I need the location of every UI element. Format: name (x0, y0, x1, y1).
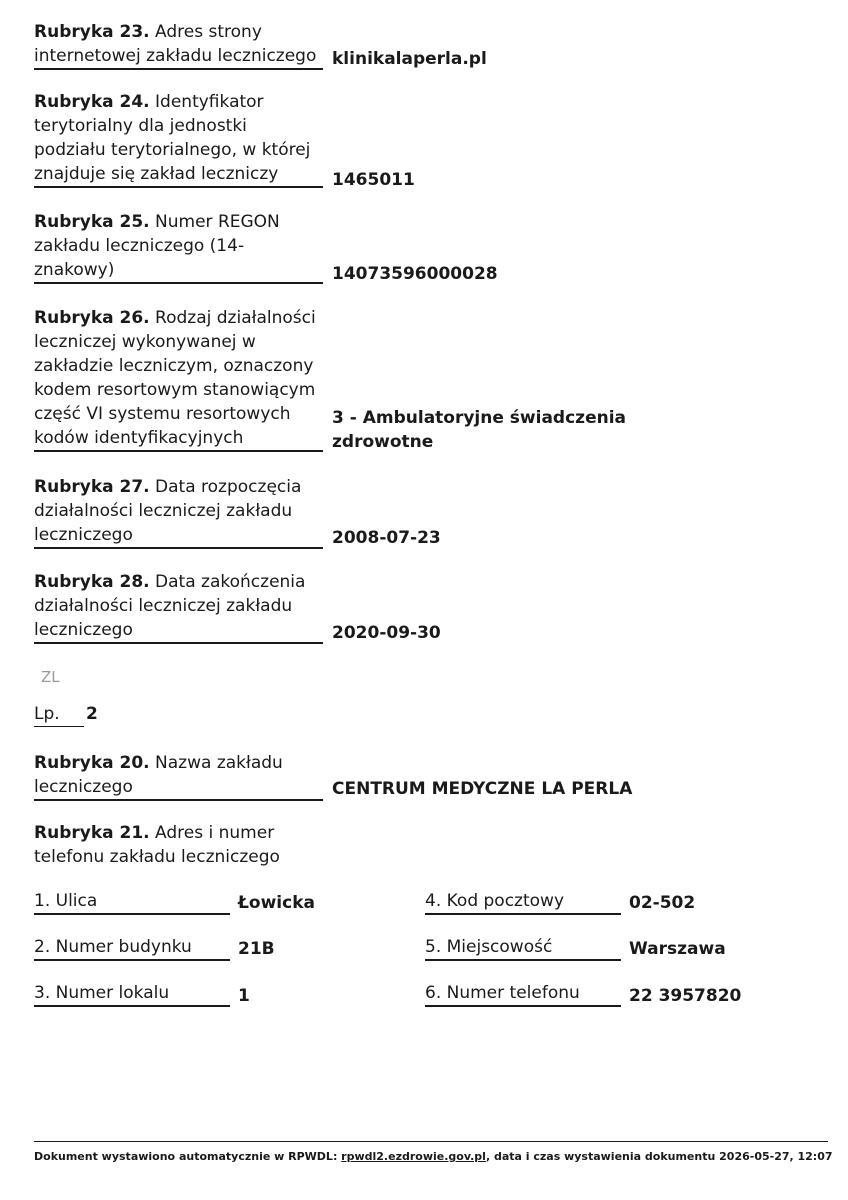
field-value: 3 - Ambulatoryjne świadczenia zdrowotne (332, 408, 627, 452)
postal-code-label: 4. Kod pocztowy (425, 889, 621, 915)
field-label-text: Nazwa zakładu leczniczego (34, 753, 283, 797)
city-value: Warszawa (629, 939, 726, 959)
field-value: 2020-09-30 (332, 623, 441, 643)
section-tag: ZL (41, 668, 60, 686)
footer-suffix: , data i czas wystawienia dokumentu 2026-05-27, 12:07 (485, 1150, 833, 1163)
field-label (34, 475, 323, 549)
field-value: 2008-07-23 (332, 528, 441, 548)
footer-link[interactable]: rpwdl2.ezdrowie.gov.pl (341, 1150, 486, 1163)
field-number: Rubryka 27. (34, 477, 150, 497)
lp-label: Lp. (34, 702, 84, 727)
building-number-label: 2. Numer budynku (34, 935, 230, 961)
field-value: 14073596000028 (332, 264, 498, 284)
field-rubryka-25 (34, 210, 498, 284)
field-label (34, 306, 323, 452)
lp-row (34, 702, 98, 727)
field-value: klinikalaperla.pl (332, 49, 487, 69)
field-number: Rubryka 28. (34, 572, 150, 592)
field-value: 1465011 (332, 170, 415, 190)
field-number: Rubryka 21. (34, 823, 150, 843)
field-rubryka-21 (34, 821, 323, 869)
field-label-text: Rodzaj działalności leczniczej wykonywanej w zakładzie leczniczym, oznaczony kodem resortowym stanowiącym część VI systemu resortowych kodów identyfikacyjnych (34, 308, 316, 448)
field-label (34, 821, 323, 869)
field-rubryka-28 (34, 570, 441, 644)
phone-label: 6. Numer telefonu (425, 981, 621, 1007)
field-rubryka-26 (34, 306, 627, 452)
field-label-text: Numer REGON zakładu leczniczego (14-znakowy) (34, 212, 280, 280)
lp-value: 2 (86, 704, 98, 724)
unit-number-label: 3. Numer lokalu (34, 981, 230, 1007)
field-number: Rubryka 20. (34, 753, 150, 773)
field-label (34, 90, 323, 188)
field-label-text: Data rozpoczęcia działalności leczniczej zakładu leczniczego (34, 477, 302, 545)
city-label: 5. Miejscowość (425, 935, 621, 961)
phone-value: 22 3957820 (629, 986, 742, 1006)
unit-number-value: 1 (238, 986, 250, 1006)
footer (34, 1150, 833, 1163)
field-label (34, 751, 323, 801)
field-value: CENTRUM MEDYCZNE LA PERLA (332, 779, 633, 799)
field-label-text: Adres strony internetowej zakładu leczniczego (34, 22, 317, 66)
field-number: Rubryka 26. (34, 308, 150, 328)
field-number: Rubryka 23. (34, 22, 150, 42)
postal-code-value: 02-502 (629, 893, 696, 913)
field-label (34, 20, 323, 70)
field-number: Rubryka 25. (34, 212, 150, 232)
field-label-text: Adres i numer telefonu zakładu leczniczego (34, 823, 280, 867)
field-number: Rubryka 24. (34, 92, 150, 112)
building-number-value: 21B (238, 939, 275, 959)
street-value: Łowicka (238, 893, 315, 913)
field-label-text: Identyfikator terytorialny dla jednostki podziału terytorialnego, w której znajduje się zakład leczniczy (34, 92, 311, 184)
field-rubryka-27 (34, 475, 441, 549)
field-rubryka-24 (34, 90, 415, 190)
street-label: 1. Ulica (34, 889, 230, 915)
field-label (34, 210, 323, 284)
field-rubryka-20 (34, 751, 633, 801)
footer-divider (34, 1141, 828, 1142)
field-label (34, 570, 323, 644)
field-rubryka-23 (34, 20, 487, 70)
footer-prefix: Dokument wystawiono automatycznie w RPWDL: (34, 1150, 342, 1163)
field-label-text: Data zakończenia działalności leczniczej zakładu leczniczego (34, 572, 306, 640)
